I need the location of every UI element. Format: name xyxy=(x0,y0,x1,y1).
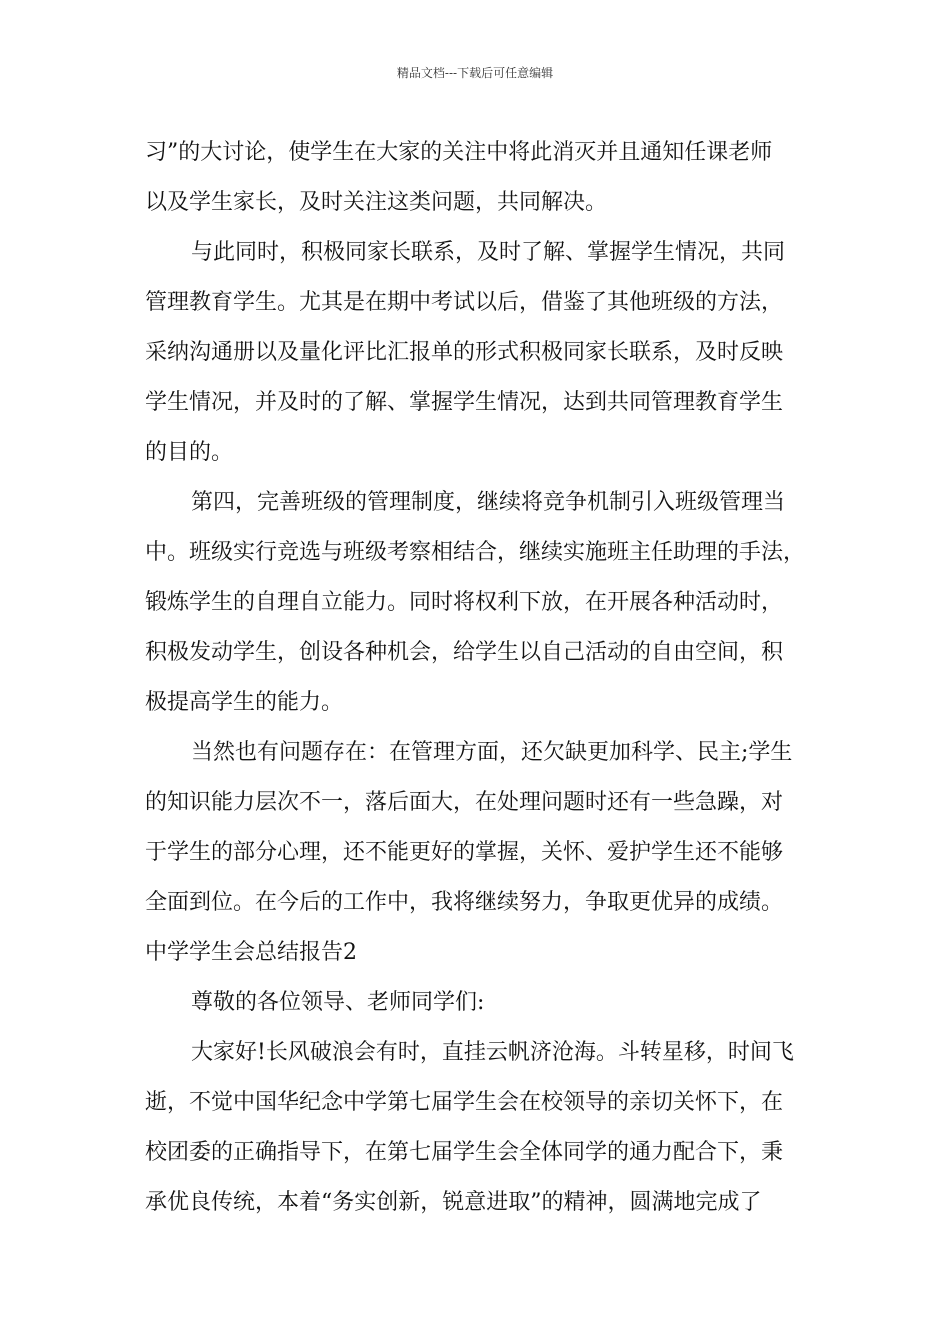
text-line: 的知识能力层次不一，落后面大，在处理问题时还有一些急躁，对 xyxy=(145,790,784,815)
text-line: 全面到位。在今后的工作中，我将继续努力，争取更优异的成绩。 xyxy=(145,890,784,915)
text-line: 逝，不觉中国华纪念中学第七届学生会在校领导的亲切关怀下，在 xyxy=(145,1090,784,1115)
section-heading: 中学学生会总结报告2 xyxy=(145,940,357,965)
paragraph-start-line: 与此同时，积极同家长联系，及时了解、掌握学生情况，共同 xyxy=(191,240,786,265)
page-header: 精品文档---下载后可任意编辑 xyxy=(396,66,554,80)
text-line: 积极发动学生，创设各种机会，给学生以自己活动的自由空间，积 xyxy=(145,640,784,665)
text-line: 极提高学生的能力。 xyxy=(145,690,344,715)
text-line: 习”的大讨论，使学生在大家的关注中将此消灭并且通知任课老师 xyxy=(145,140,773,165)
text-line: 于学生的部分心理，还不能更好的掌握，关怀、爱护学生还不能够 xyxy=(145,840,784,865)
text-line: 采纳沟通册以及量化评比汇报单的形式积极同家长联系，及时反映 xyxy=(145,340,784,365)
text-line: 以及学生家长，及时关注这类问题，共同解决。 xyxy=(145,190,608,215)
text-line: 学生情况，并及时的了解、掌握学生情况，达到共同管理教育学生 xyxy=(145,390,784,415)
salutation-line: 尊敬的各位领导、老师同学们: xyxy=(191,990,485,1015)
text-line: 锻炼学生的自理自立能力。同时将权利下放，在开展各种活动时， xyxy=(145,590,784,615)
text-line: 中。班级实行竞选与班级考察相结合，继续实施班主任助理的手法， xyxy=(145,540,806,565)
paragraph-start-line: 当然也有问题存在：在管理方面，还欠缺更加科学、民主;学生 xyxy=(191,740,793,765)
paragraph-start-line: 第四，完善班级的管理制度，继续将竞争机制引入班级管理当 xyxy=(191,490,786,515)
text-line: 的目的。 xyxy=(145,440,234,465)
text-line: 校团委的正确指导下，在第七届学生会全体同学的通力配合下，秉 xyxy=(145,1140,784,1165)
paragraph-start-line: 大家好!长风破浪会有时，直挂云帆济沧海。斗转星移，时间飞 xyxy=(191,1040,794,1065)
document-body xyxy=(145,128,825,1228)
text-line: 承优良传统，本着“务实创新，锐意进取”的精神，圆满地完成了 xyxy=(145,1190,762,1215)
text-line: 管理教育学生。尤其是在期中考试以后，借鉴了其他班级的方法， xyxy=(145,290,784,315)
